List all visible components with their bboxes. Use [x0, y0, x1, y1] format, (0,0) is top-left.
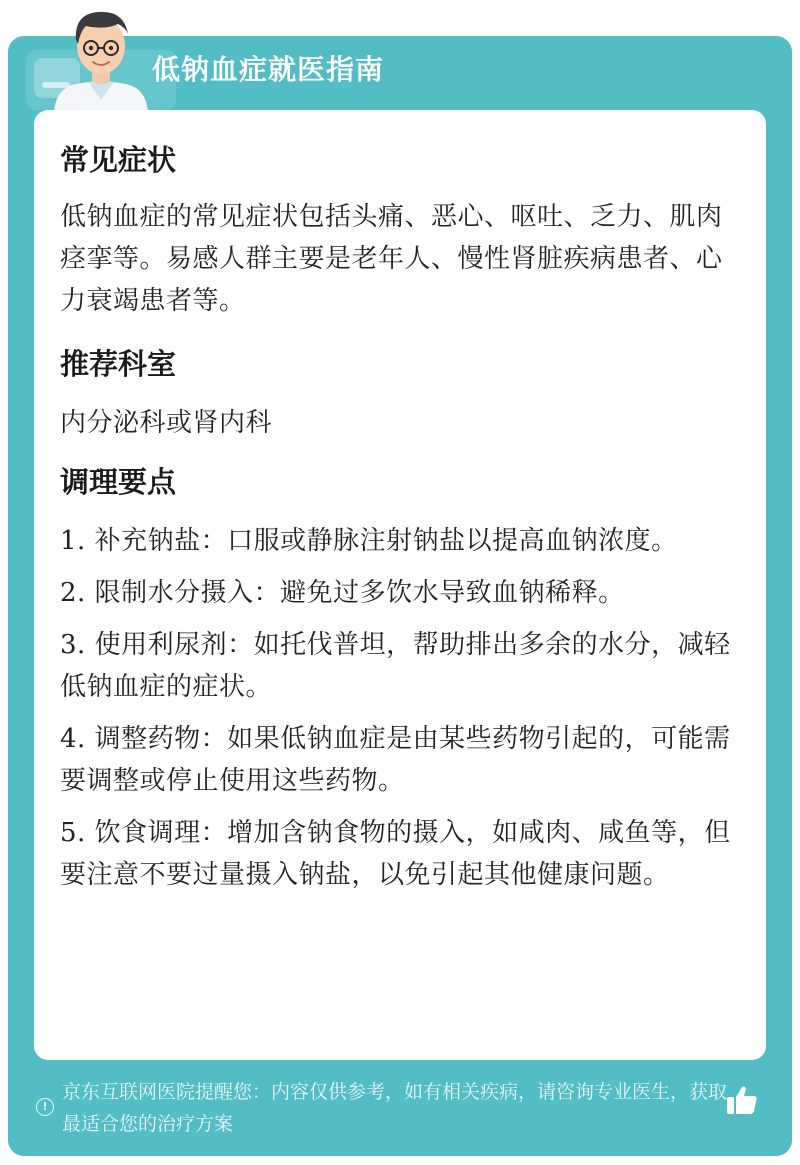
list-item-number: 2.: [60, 578, 86, 608]
footer-notice-text: 京东互联网医院提醒您：内容仅供参考，如有相关疾病，请咨询专业医生，获取最适合您的治疗方案: [62, 1081, 728, 1135]
symptoms-heading: 常见症状: [60, 143, 177, 177]
content-card: [34, 110, 766, 1060]
list-item: [60, 520, 740, 562]
doctor-avatar: [46, 0, 156, 112]
footer-notice: [36, 1076, 736, 1140]
list-item-number: 1.: [60, 526, 86, 556]
page-title: 低钠血症就医指南: [152, 53, 385, 86]
list-item: [60, 572, 740, 614]
list-item-number: 5.: [60, 818, 86, 848]
list-item-number: 4.: [60, 724, 86, 754]
list-item-text: 饮食调理：增加含钠食物的摄入，如咸肉、咸鱼等，但要注意不要过量摄入钠盐，以免引起其他健康问题。: [60, 818, 731, 890]
list-item-text: 调整药物：如果低钠血症是由某些药物引起的，可能需要调整或停止使用这些药物。: [60, 724, 731, 796]
care-points-list: [60, 520, 740, 896]
department-text: 内分泌科或肾内科: [60, 408, 273, 438]
info-icon: !: [36, 1098, 54, 1116]
list-item-text: 限制水分摄入：避免过多饮水导致血钠稀释。: [94, 578, 625, 608]
list-item-text: 使用利尿剂：如托伐普坦，帮助排出多余的水分，减轻低钠血症的症状。: [60, 630, 731, 702]
list-item: [60, 812, 740, 896]
list-item: [60, 718, 740, 802]
department-heading: 推荐科室: [60, 347, 177, 381]
thumbs-up-icon[interactable]: [724, 1082, 760, 1118]
care-points-heading: 调理要点: [60, 465, 177, 499]
list-item-text: 补充钠盐：口服或静脉注射钠盐以提高血钠浓度。: [94, 526, 678, 556]
list-item: [60, 624, 740, 708]
list-item-number: 3.: [60, 630, 86, 660]
symptoms-text: 低钠血症的常见症状包括头痛、恶心、呕吐、乏力、肌肉痉挛等。易感人群主要是老年人、慢性肾脏疾病患者、心力衰竭患者等。: [60, 202, 723, 316]
